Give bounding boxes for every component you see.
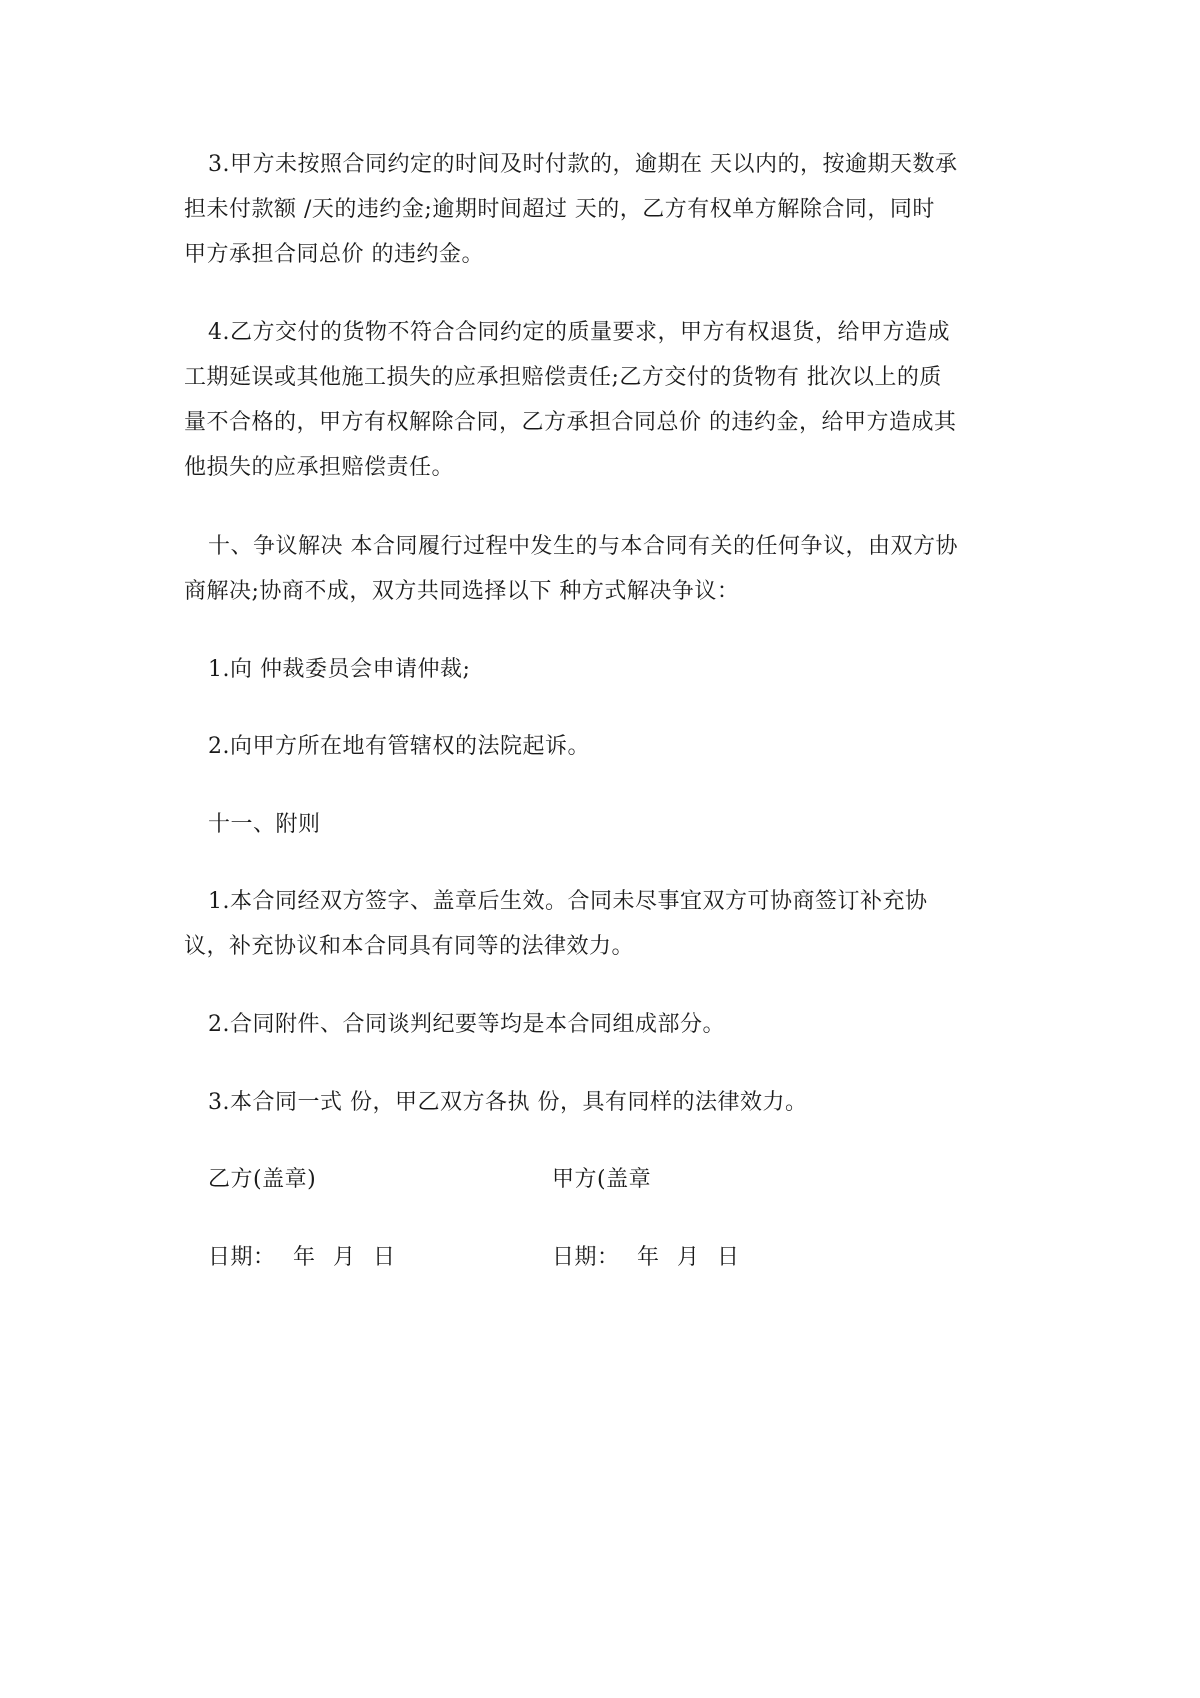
- party-b-date: 日期： 年 月 日: [208, 1245, 396, 1270]
- party-a-seal: 甲方(盖章: [552, 1167, 652, 1192]
- item-11-1-line-1: 1.本合同经双方签字、盖章后生效。合同未尽事宜双方可协商签订补充协: [208, 889, 928, 914]
- para-3-line-1: 3.甲方未按照合同约定的时间及时付款的，逾期在 天以内的，按逾期天数承: [208, 152, 958, 177]
- para-3-line-2: 担未付款额 /天的违约金;逾期时间超过 天的，乙方有权单方解除合同，同时: [184, 197, 935, 222]
- para-4-line-2: 工期延误或其他施工损失的应承担赔偿责任;乙方交付的货物有 批次以上的质: [184, 365, 942, 390]
- section-11-title: 十一、附则: [208, 812, 321, 837]
- item-11-3: 3.本合同一式 份，甲乙双方各执 份，具有同样的法律效力。: [208, 1090, 808, 1115]
- para-3-line-3: 甲方承担合同总价 的违约金。: [184, 242, 484, 267]
- party-b-seal: 乙方(盖章): [208, 1167, 317, 1192]
- section-10-line-2: 商解决;协商不成，双方共同选择以下 种方式解决争议：: [184, 579, 740, 604]
- item-10-1: 1.向 仲裁委员会申请仲裁;: [208, 657, 471, 682]
- para-4-line-4: 他损失的应承担赔偿责任。: [184, 455, 455, 480]
- item-11-1-line-2: 议，补充协议和本合同具有同等的法律效力。: [184, 934, 635, 959]
- item-11-2: 2.合同附件、合同谈判纪要等均是本合同组成部分。: [208, 1012, 725, 1037]
- party-a-date: 日期： 年 月 日: [552, 1245, 740, 1270]
- para-4-line-3: 量不合格的，甲方有权解除合同，乙方承担合同总价 的违约金，给甲方造成其: [184, 410, 957, 435]
- item-10-2: 2.向甲方所在地有管辖权的法院起诉。: [208, 734, 590, 759]
- para-4-line-1: 4.乙方交付的货物不符合合同约定的质量要求，甲方有权退货，给甲方造成: [208, 320, 950, 345]
- section-10-line-1: 十、争议解决 本合同履行过程中发生的与本合同有关的任何争议，由双方协: [208, 534, 958, 559]
